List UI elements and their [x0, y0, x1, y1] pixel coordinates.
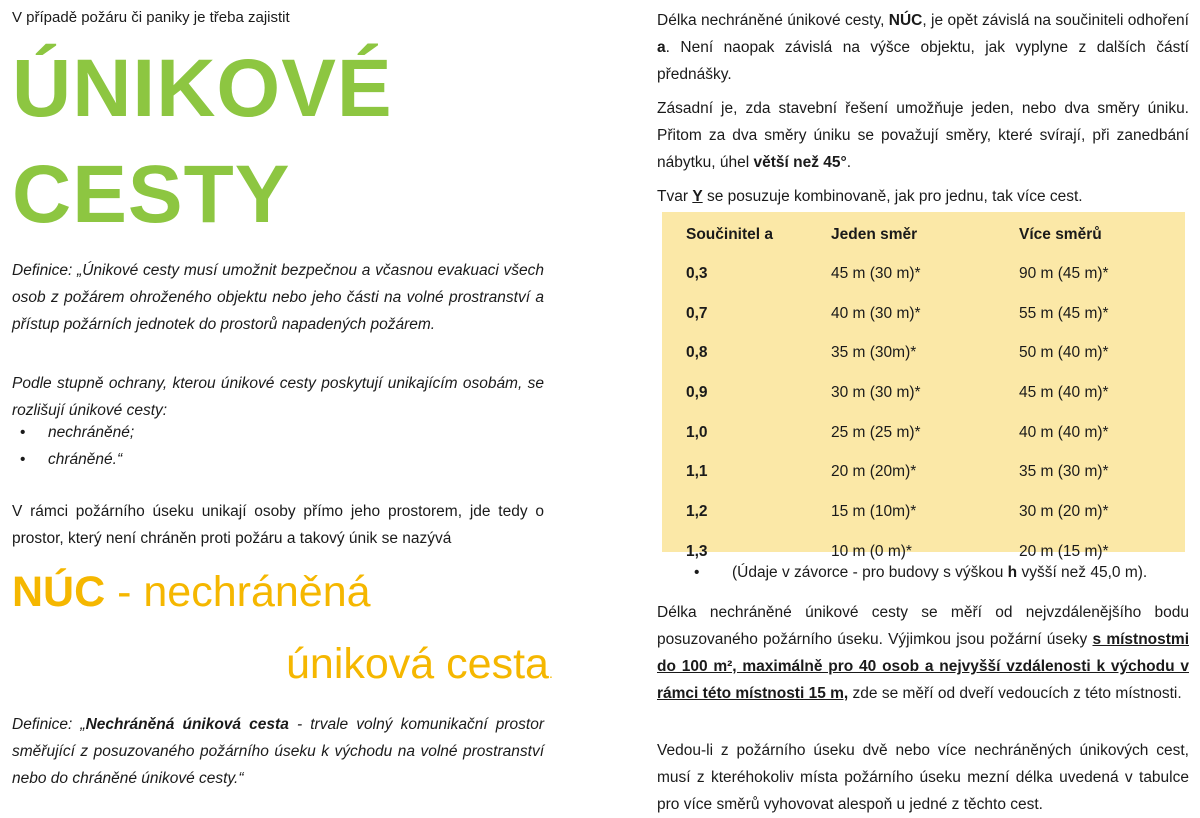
length-dependency-paragraph: [657, 7, 1189, 88]
table-row: [662, 492, 1185, 532]
p1-text-a: Délka nechráněné únikové cesty,: [657, 12, 889, 29]
p2-text-a: Zásadní je, zda stavební řešení umožňuje jeden, nebo dva směry úniku. Přitom za dva směry úniku se považují směry, které svírají, při zanedbání nábytku, úhel: [657, 100, 1189, 171]
cell-coefficient: 0,7: [686, 304, 708, 322]
table-header-row: [662, 216, 1185, 254]
length-table-box: [662, 212, 1185, 560]
cell-more-directions: 45 m (40 m)*: [1019, 383, 1109, 401]
table-row: [662, 373, 1185, 413]
table-row: [662, 452, 1185, 492]
cell-one-direction: 35 m (30m)*: [831, 344, 917, 362]
cell-more-directions: 35 m (30 m)*: [1019, 463, 1109, 481]
table-row: [662, 254, 1185, 294]
cell-more-directions: 50 m (40 m)*: [1019, 344, 1109, 362]
nuc-heading: [12, 568, 371, 617]
p4-exception: s místnostmi do 100 m², maximálně pro 40 osob a nejvyšší vzdálenosti k východu v rámci této místnosti 15 m,: [657, 631, 1189, 702]
title-line-1: ÚNIKOVÉ: [12, 43, 393, 134]
nuc-heading-rest: - nechráněná: [105, 568, 371, 616]
measurement-paragraph: [657, 599, 1189, 707]
cell-more-directions: 20 m (15 m)*: [1019, 542, 1109, 560]
multiple-routes-paragraph: Vedou-li z požárního úseku dvě nebo více nechráněných únikových cest, musí z kteréhokoliv místa požárního úseku mezní délka uvedená v tabulce pro více směrů vyhovovat alespoň u jedné z těchto cest.: [657, 742, 1189, 813]
cell-coefficient: 1,1: [686, 463, 708, 481]
length-table: [662, 216, 1185, 572]
note-text-c: vyšší než 45,0 m).: [1017, 564, 1148, 581]
note-text-a: (Údaje v závorce - pro budovy s výškou: [732, 564, 1008, 581]
nuc-heading-line-2: [286, 640, 553, 689]
nuc-abbreviation: NÚC: [12, 568, 106, 616]
definition-unprotected-route: [12, 711, 544, 792]
cell-more-directions: 40 m (40 m)*: [1019, 423, 1109, 441]
table-row: [662, 333, 1185, 373]
table-row: [662, 413, 1185, 453]
cell-one-direction: 15 m (10m)*: [831, 502, 917, 520]
bullet-unprotected: • nechráněné;: [48, 424, 134, 442]
cell-one-direction: 25 m (25 m)*: [831, 423, 921, 441]
directions-paragraph: [657, 95, 1189, 176]
y-shape-paragraph: [657, 183, 1189, 210]
cell-more-directions: 30 m (20 m)*: [1019, 502, 1109, 520]
p1-nuc: NÚC: [888, 12, 923, 29]
definition2-rest: - trvale volný komunikační prostor směřující z posuzovaného požárního úseku k východu na volné prostranství nebo do chráněné únikové cesty.“: [12, 716, 544, 787]
table-row: [662, 294, 1185, 334]
cell-coefficient: 1,3: [686, 542, 708, 560]
p1-text-c: , je opět závislá na součiniteli odhoření: [922, 12, 1189, 29]
p4-text-c: zde se měří od dveří vedoucích z této místnosti.: [848, 685, 1182, 702]
definition2-term: Nechráněná úniková cesta: [85, 716, 289, 733]
cell-coefficient: 0,8: [686, 344, 708, 362]
title-line-2: CESTY: [12, 149, 291, 240]
fire-section-paragraph: V rámci požárního úseku unikají osoby přímo jeho prostorem, jde tedy o prostor, který není chráněn proti požáru a takový únik se nazývá: [12, 503, 544, 547]
cell-one-direction: 45 m (30 m)*: [831, 264, 921, 282]
p3-text-c: se posuzuje kombinovaně, jak pro jednu, tak více cest.: [702, 188, 1083, 205]
p4-text-a: Délka nechráněné únikové cesty se měří od nejvzdálenějšího bodu posuzovaného požárního úseku. Výjimkou jsou požární úseky: [657, 604, 1189, 648]
bullet-protected: • chráněné.“: [48, 451, 122, 469]
header-more-directions: Více směrů: [1019, 226, 1102, 243]
p3-shape-y: Y: [692, 188, 703, 205]
table-note: [732, 564, 1147, 582]
intro-text: V případě požáru či paniky je třeba zajistit: [12, 9, 290, 26]
cell-coefficient: 0,9: [686, 383, 708, 401]
p1-text-e: . Není naopak závislá na výšce objektu, jak vyplyne z dalších částí přednášky.: [657, 39, 1189, 83]
nuc-heading-dot: .: [548, 665, 553, 681]
cell-coefficient: 1,2: [686, 502, 708, 520]
p3-text-a: Tvar: [657, 188, 693, 205]
cell-coefficient: 1,0: [686, 423, 708, 441]
definition2-prefix: Definice: „: [12, 716, 86, 733]
note-height-h: h: [1007, 564, 1018, 581]
definition-escape-routes: Definice: „Únikové cesty musí umožnit bezpečnou a včasnou evakuaci všech osob z požárem ohroženého objektu nebo jeho části na volné prostranství a přístup požárních jednotek do prostorů napadených požárem.: [12, 262, 544, 333]
cell-more-directions: 90 m (45 m)*: [1019, 264, 1109, 282]
header-coefficient: Součinitel a: [686, 226, 773, 243]
header-one-direction: Jeden směr: [831, 226, 918, 243]
cell-coefficient: 0,3: [686, 264, 708, 282]
cell-one-direction: 30 m (30 m)*: [831, 383, 921, 401]
cell-one-direction: 10 m (0 m)*: [831, 542, 912, 560]
p1-coefficient-a: a: [657, 39, 666, 56]
cell-more-directions: 55 m (45 m)*: [1019, 304, 1109, 322]
nuc-heading-line-2-text: úniková cesta: [286, 640, 549, 688]
p2-text-c: .: [846, 154, 852, 171]
p2-angle: větší než 45°: [753, 154, 847, 171]
cell-one-direction: 40 m (30 m)*: [831, 304, 921, 322]
cell-one-direction: 20 m (20m)*: [831, 463, 917, 481]
protection-intro: Podle stupně ochrany, kterou únikové cesty poskytují unikajícím osobám, se rozlišují únikové cesty:: [12, 375, 544, 419]
